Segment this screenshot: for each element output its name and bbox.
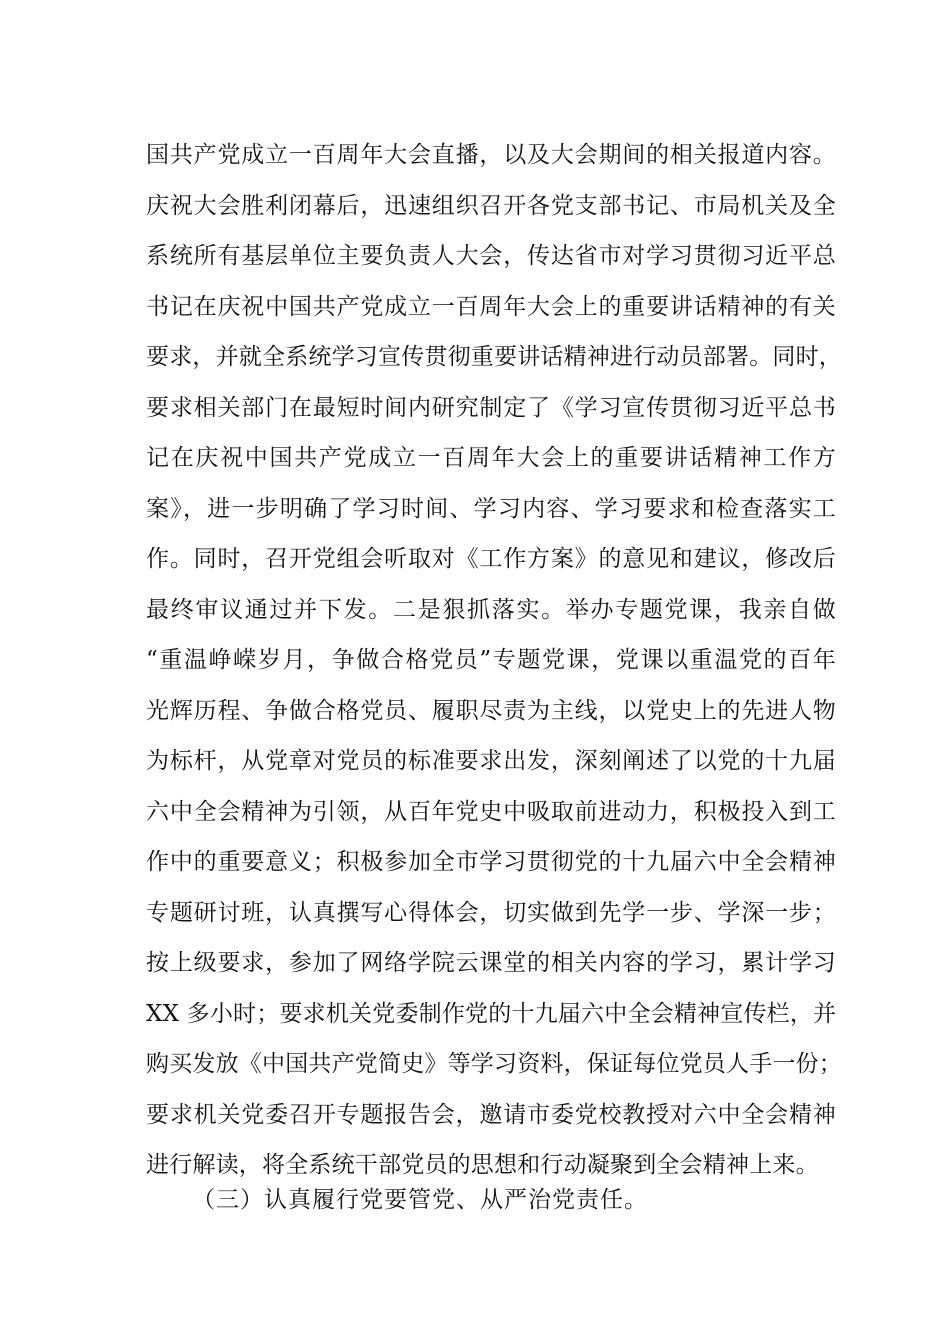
- paragraph-line: 书记在庆祝中国共产党成立一百周年大会上的重要讲话精神的有关: [146, 293, 836, 320]
- paragraph-line: 要求，并就全系统学习宣传贯彻重要讲话精神进行动员部署。同时，: [146, 344, 842, 370]
- paragraph-line: 系统所有基层单位主要负责人大会，传达省市对学习贯彻习近平总: [146, 243, 836, 269]
- paragraph-line: 按上级要求，参加了网络学院云课堂的相关内容的学习，累计学习: [146, 950, 836, 976]
- section-heading: （三）认真履行党要管党、从严治党责任。: [192, 1187, 648, 1213]
- paragraph-line: 国共产党成立一百周年大会直播，以及大会期间的相关报道内容。: [146, 142, 836, 168]
- paragraph-line: 记在庆祝中国共产党成立一百周年大会上的重要讲话精神工作方: [146, 445, 836, 471]
- paragraph-line: 专题研讨班，认真撰写心得体会，切实做到先学一步、学深一步；: [146, 899, 836, 926]
- body-paragraph: [146, 130, 842, 1191]
- paragraph-line: “重温峥嵘岁月，争做合格党员”专题党课，党课以重温党的百年: [146, 647, 836, 673]
- paragraph-line: 作。同时，召开党组会听取对《工作方案》的意见和建议，修改后: [146, 546, 836, 572]
- paragraph-line: 要求相关部门在最短时间内研究制定了《学习宣传贯彻习近平总书: [146, 394, 836, 421]
- paragraph-line: 庆祝大会胜利闭幕后，迅速组织召开各党支部书记、市局机关及全: [146, 192, 836, 219]
- paragraph-line: 要求机关党委召开专题报告会，邀请市委党校教授对六中全会精神: [146, 1101, 836, 1128]
- paragraph-line: 作中的重要意义；积极参加全市学习贯彻党的十九届六中全会精神: [146, 849, 836, 875]
- paragraph-line: XX 多小时；要求机关党委制作党的十九届六中全会精神宣传栏，并: [146, 1000, 837, 1027]
- paragraph-line: 最终审议通过并下发。二是狠抓落实。举办专题党课，我亲自做: [146, 596, 836, 623]
- paragraph-line: 购买发放《中国共产党简史》等学习资料，保证每位党员人手一份；: [146, 1051, 842, 1077]
- paragraph-line: 进行解读，将全系统干部党员的思想和行动凝聚到全会精神上来。: [146, 1152, 819, 1178]
- paragraph-line: 案》，进一步明确了学习时间、学习内容、学习要求和检查落实工: [146, 495, 836, 522]
- paragraph-line: 为标杆，从党章对党员的标准要求出发，深刻阐述了以党的十九届: [146, 748, 836, 774]
- paragraph-line: 六中全会精神为引领，从百年党史中吸取前进动力，积极投入到工: [146, 798, 836, 825]
- paragraph-line: 光辉历程、争做合格党员、履职尽责为主线，以党史上的先进人物: [146, 697, 836, 724]
